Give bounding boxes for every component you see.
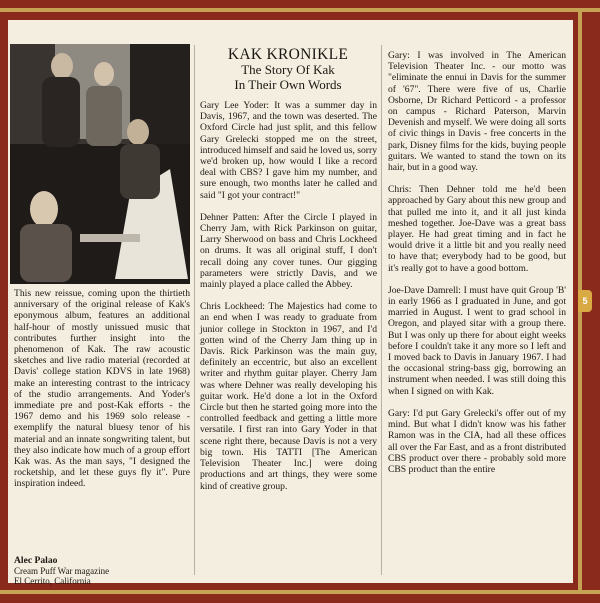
paragraph: Gary Lee Yoder: It was a summer day in Davis, 1967, and the town was deserted. The Oxford Circle had just split, and this fellow Gary Grelecki stopped me on the street, introduced himself and said he loved us, sorry we'd broken up, how would I like a record deal with CBS? I gave him my number, and sure enough, two months later he called and said "I got your contract!" <box>200 100 377 201</box>
article-title <box>198 46 378 92</box>
paragraph: Chris: Then Dehner told me he'd been approached by Gary about this new group and that pulled me into it, and it all just kinda meshed together. Joe-Dave was a great bass player. He had great timing and in fact he would drive it a little bit and you really need to have that; everybody had to be good, but it's really got to have a good bottom. <box>388 184 566 274</box>
author-location: El Cerrito, California <box>14 576 91 586</box>
author-affiliation: Cream Puff War magazine <box>14 566 110 576</box>
page <box>8 20 573 586</box>
intro-text: This new reissue, coming upon the thirtieth anniversary of the original release of Kak's eponymous album, features an additional half-hour of mostly unissued music that contributes further insight into the phenomenon of Kak. The raw acoustic sketches and live radio material (recorded at Davis' college station KDVS in late 1968) make an interesting contrast to the intricacy of the studio arrangements. And Yoder's immediate pre and post-Kak efforts - the 1967 demo and his 1969 solo release - exemplify the natural bluesy tenor of his material and an innate songwriting talent, but they also indicate how much of a group effort Kak was. As the man says, "I designed the rocketship, and let these guys fly it". Pure inspiration indeed. <box>14 288 190 490</box>
column-3 <box>388 50 566 486</box>
column-2 <box>200 100 377 503</box>
author-name: Alec Palao <box>14 555 58 566</box>
paragraph: Chris Lockheed: The Majestics had come to an end when I was ready to graduate from junior college in Stockton in 1967, and I'd gotten wind of the Cherry Jam thing up in Davis. Rick Parkinson was the main guy, definitely an eccentric, but also an excellent writer and rhythm guitar player. Cherry Jam was where Dehner was really developing his guitar work. He'd done a lot in the Oxford Circle but then he started going more into the controlled feedback and getting a little more versatile. I first ran into Gary Yoder in that scene right there, because Davis is not a very big town. His TATTI [The American Television Theater Inc.] were doing productions and art things, they were some kind of creative group. <box>200 301 377 492</box>
band-photo-image <box>10 44 190 284</box>
page-number-tab: 5 <box>578 290 592 312</box>
gold-border-top <box>0 8 600 12</box>
paragraph: Joe-Dave Damrell: I must have quit Group 'B' in early 1966 as I graduated in June, and got married in August. I went to grad school in Oregon, and played sitar with a group there. But I was only up there for about eight weeks before I couldn't take it any more so I left and I moved back to Davis in January 1967. I had the occasional string-bass gig, borrowing an instrument when needed. I was still doing this when I signed on with Kak. <box>388 284 566 397</box>
title-sub-1: The Story Of Kak <box>241 62 335 77</box>
signature <box>14 555 190 586</box>
column-divider <box>194 45 195 575</box>
paragraph: Dehner Patten: After the Circle I played in Cherry Jam, with Rick Parkinson on guitar, Larry Sherwood on bass and Chris Lockheed on drums. It was all original stuff, I don't recall doing any cover tunes. Our gigging parameters were strictly Davis, and we mainly played a place called the Abbey. <box>200 211 377 291</box>
paragraph: Gary: I'd put Gary Grelecki's offer out of my mind. But what I didn't know was his father Ramon was in the CIA, had all these offices all over the Far East, and as a front distributed CBS product over there - probably sold more CBS product than the entire <box>388 407 566 475</box>
column-divider <box>381 45 382 575</box>
band-photo <box>10 44 190 284</box>
paragraph: Gary: I was involved in The American Television Theater Inc. - our motto was "eliminate the ennui in Davis for the summer of '67". There were five of us, Charlie Osborne, Dr Richard Petticord - a professor on campus - Richard Paterson, Marvin Devenish and myself. We were doing all sorts of civic things in Davis - free concerts in the park, Disney films for the kids, buying people guitars. We wanted to stand the town on its hair, but in a good way. <box>388 50 566 174</box>
title-main: KAK KRONIKLE <box>227 46 349 63</box>
gold-border-bottom <box>0 590 600 594</box>
title-sub-2: In Their Own Words <box>234 76 342 92</box>
